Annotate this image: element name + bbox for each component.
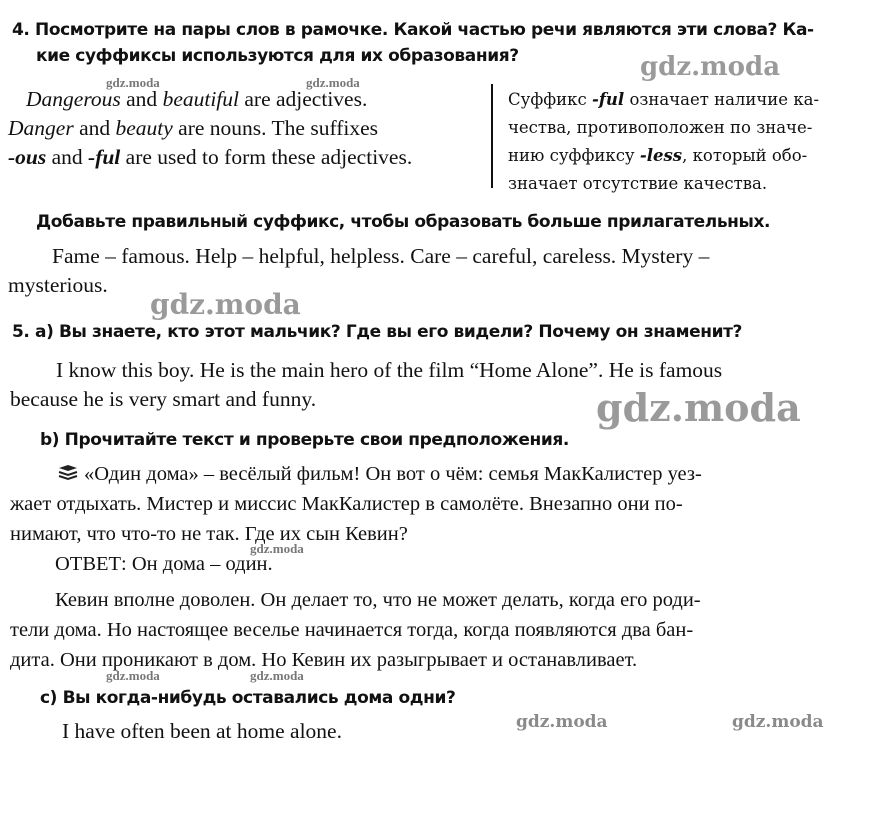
q4-heading-line1: 4. Посмотрите на пары слов в рамочке. Какой частью речи являются эти слова? Ка- (12, 20, 814, 40)
watermark-small-1: gdz.moda (106, 75, 160, 90)
q5a-answer-line2: because he is very smart and funny. (10, 387, 317, 411)
q5b-text-line2: жает отдыхать. Мистер и миссис МакКалистер в самолёте. Внезапно они по- (10, 493, 683, 515)
watermark-small-5: gdz.moda (250, 668, 304, 683)
q4-en-line3: -ous and -ful are used to form these adjectives. (8, 145, 413, 169)
q5b-answer: ОТВЕТ: Он дома – один. (55, 553, 273, 575)
q5b-text2-line1: Кевин вполне доволен. Он делает то, что не может делать, когда его роди- (55, 589, 701, 611)
q5c-answer: I have often been at home alone. (62, 719, 342, 743)
q4-answer-line1: Fame – famous. Help – helpful, helpless. Care – careful, careless. Mystery – (52, 244, 710, 268)
q4-answer-line2: mysterious. (8, 273, 108, 297)
q4-ru-line3: нию суффиксу -less, который обо- (508, 146, 808, 165)
watermark-top: gdz.moda (640, 52, 781, 82)
watermark-small-3: gdz.moda (250, 541, 304, 556)
watermark-middle: gdz.moda (150, 288, 301, 321)
q4-ru-line1: Суффикс -ful означает наличие ка- (508, 90, 820, 109)
watermark-small-2: gdz.moda (306, 75, 360, 90)
q5a-heading: 5. а) Вы знаете, кто этот мальчик? Где вы его видели? Почему он знаменит? (12, 322, 743, 342)
q5b-text2-line3: дита. Они проникают в дом. Но Кевин их разыгрывает и останавливает. (10, 649, 638, 671)
q4-ru-line4: значает отсутствие качества. (508, 174, 768, 193)
q4-heading-line2: кие суффиксы используются для их образования? (36, 46, 519, 66)
q5c-heading: c) Вы когда-нибудь оставались дома одни? (40, 688, 456, 708)
q5b-text-line1: «Один дома» – весёлый фильм! Он вот о чём: семья МакКалистер уез- (58, 460, 702, 489)
watermark-large: gdz.moda (596, 385, 801, 430)
watermark-small-4: gdz.moda (106, 668, 160, 683)
q4-subheading: Добавьте правильный суффикс, чтобы образовать больше прилагательных. (36, 212, 771, 232)
q5b-text2-line2: тели дома. Но настоящее веселье начинается тогда, когда появляются два бан- (10, 619, 694, 641)
book-icon (58, 462, 78, 480)
q5b-heading: b) Прочитайте текст и проверьте свои предположения. (40, 430, 569, 450)
q4-en-line2: Danger and beauty are nouns. The suffixes (8, 116, 379, 140)
watermark-bottom-left: gdz.moda (516, 712, 608, 732)
q5a-answer-line1: I know this boy. He is the main hero of the film “Home Alone”. He is famous (56, 358, 723, 382)
q4-ru-line2: чества, противоположен по значе- (508, 118, 813, 137)
q4-en-line1: Dangerous and beautiful are adjectives. (26, 87, 368, 111)
q5b-text-line3: нимают, что что-то не так. Где их сын Кевин? (10, 523, 408, 545)
column-divider (491, 84, 493, 188)
watermark-bottom-right: gdz.moda (732, 712, 824, 732)
